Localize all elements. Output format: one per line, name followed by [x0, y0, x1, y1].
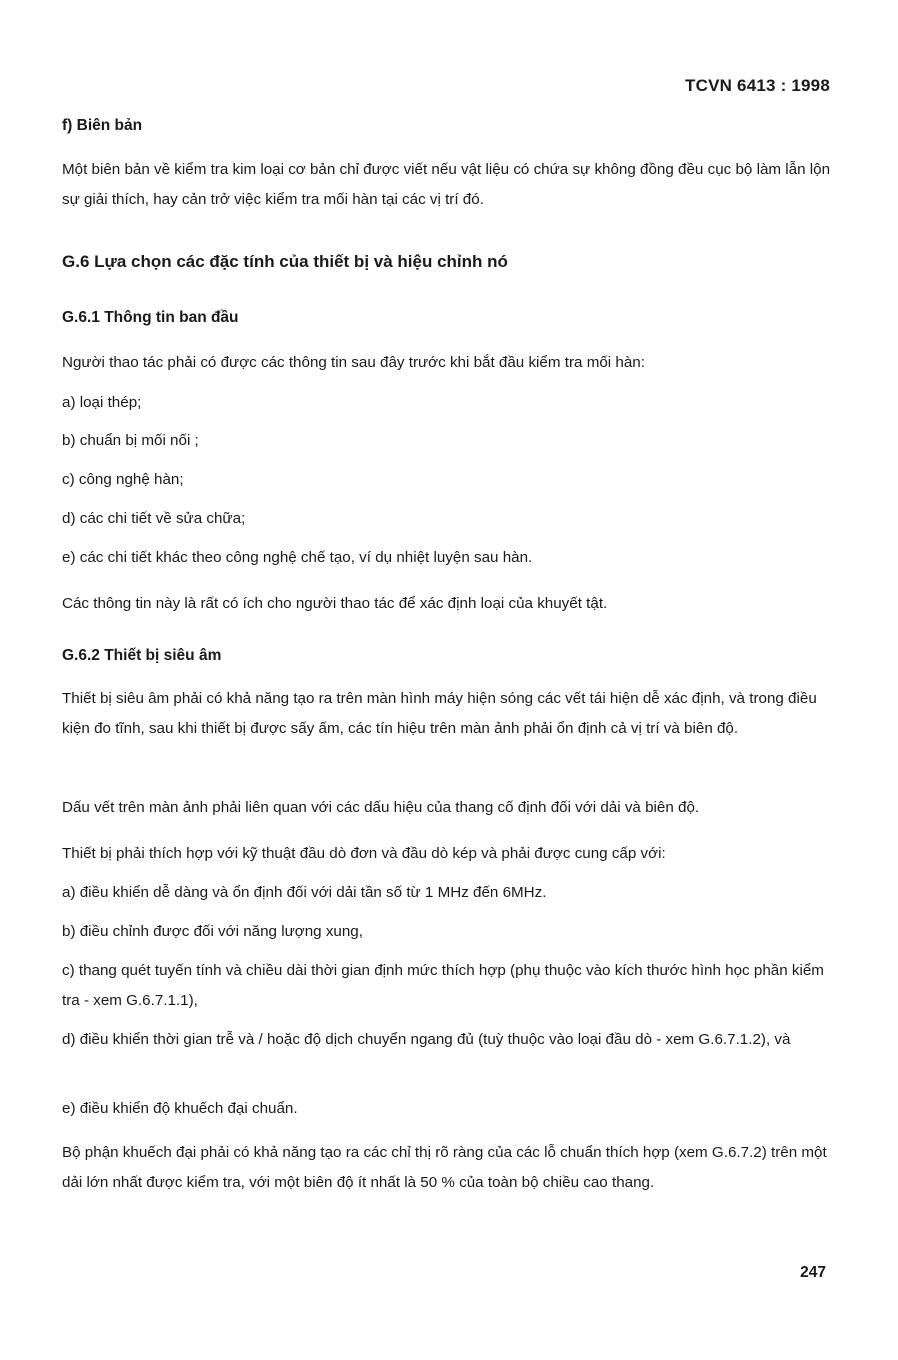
section-f-paragraph: Một biên bản về kiểm tra kim loại cơ bản chỉ được viết nếu vật liệu có chứa sự không đồng đều cục bộ làm lẫn lộn sự giải thích, hay cản trở việc kiểm tra mối hàn tại các vị trí đó. — [62, 161, 831, 208]
section-g62-paragraph-4: Bộ phận khuếch đại phải có khả năng tạo ra các chỉ thị rõ ràng của các lỗ chuẩn thích hợp (xem G.6.7.2) trên một dải lớn nhất được kiểm tra, với một biên độ ít nhất là 50 % của toàn bộ chiều cao thang. — [62, 1144, 827, 1191]
section-g62-heading: G.6.2 Thiết bị siêu âm — [62, 647, 222, 664]
list-item: d) điều khiển thời gian trễ và / hoặc độ dịch chuyển ngang đủ (tuỳ thuộc vào loại đầu dò - xem G.6.7.1.2), và — [62, 1031, 791, 1048]
list-item: e) các chi tiết khác theo công nghệ chế tạo, ví dụ nhiệt luyện sau hàn. — [62, 549, 533, 566]
list-item: a) điều khiển dễ dàng và ổn định đối với dải tần số từ 1 MHz đến 6MHz. — [62, 884, 547, 901]
section-g62-paragraph-2: Dấu vết trên màn ảnh phải liên quan với các dấu hiệu của thang cố định đối với dải và biên độ. — [62, 799, 700, 816]
list-item: c) công nghệ hàn; — [62, 471, 184, 488]
section-g62-paragraph-1: Thiết bị siêu âm phải có khả năng tạo ra trên màn hình máy hiện sóng các vết tái hiện dễ xác định, và trong điều kiện đo tĩnh, sau khi thiết bị được sấy ấm, các tín hiệu trên màn ảnh phải ổn định cả vị trí và biên độ. — [62, 690, 817, 737]
list-item: c) thang quét tuyến tính và chiều dài thời gian định mức thích hợp (phụ thuộc vào kích thước hình học phần kiểm tra - xem G.6.7.1.1), — [62, 962, 824, 1009]
section-g6-heading: G.6 Lựa chọn các đặc tính của thiết bị và hiệu chỉnh nó — [62, 252, 508, 271]
page-number: 247 — [800, 1264, 826, 1281]
section-f-heading: f) Biên bản — [62, 117, 143, 134]
list-item: e) điều khiển độ khuếch đại chuẩn. — [62, 1100, 298, 1117]
section-g61-outro: Các thông tin này là rất có ích cho người thao tác để xác định loại của khuyết tật. — [62, 595, 608, 612]
list-item: b) chuẩn bị mối nối ; — [62, 432, 199, 449]
section-g61-intro: Người thao tác phải có được các thông tin sau đây trước khi bắt đầu kiểm tra mối hàn: — [62, 354, 645, 371]
list-item: d) các chi tiết về sửa chữa; — [62, 510, 246, 527]
list-item: b) điều chỉnh được đối với năng lượng xung, — [62, 923, 363, 940]
section-g61-heading: G.6.1 Thông tin ban đầu — [62, 309, 239, 326]
list-item: a) loại thép; — [62, 394, 142, 411]
section-g62-paragraph-3: Thiết bị phải thích hợp với kỹ thuật đầu dò đơn và đầu dò kép và phải được cung cấp với: — [62, 845, 666, 862]
standard-header: TCVN 6413 : 1998 — [685, 76, 830, 95]
